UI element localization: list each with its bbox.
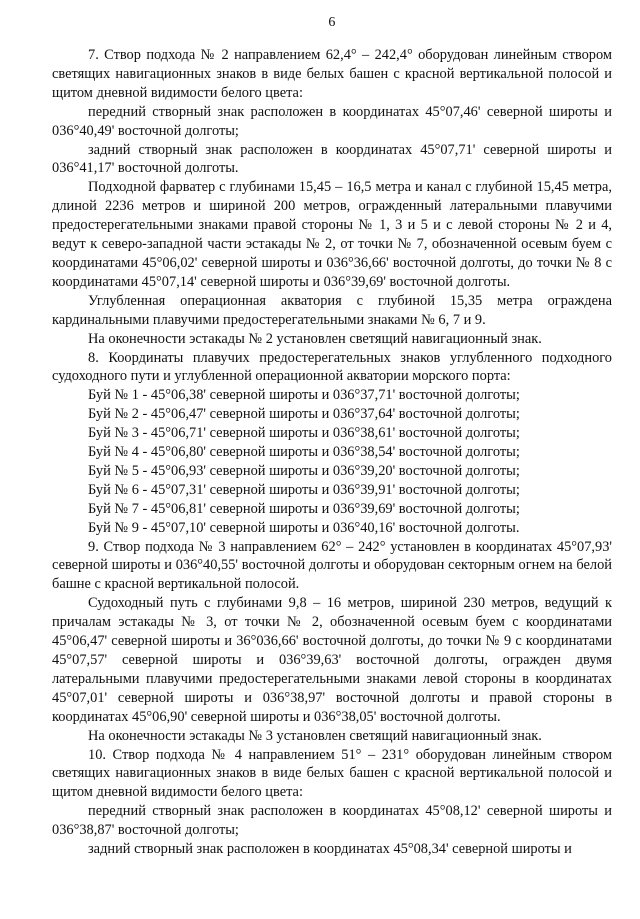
paragraph-7: 7. Створ подхода № 2 направлением 62,4° – 242,4° оборудован линейным створом светящих навигационных знаков в виде белых башен с красной вертикальной полосой и щитом дневной видимости белого цвета: <box>52 47 612 101</box>
buoy-line: Буй № 9 - 45°07,10' северной широты и 036°40,16' восточной долготы. <box>88 519 520 536</box>
page-number: 6 <box>328 15 336 30</box>
paragraph-8: 8. Координаты плавучих предостерегательных знаков углубленного подходного судоходного пути и углубленной операционной акватории морского порта: <box>52 349 612 385</box>
paragraph-10-rear-sign: задний створный знак расположен в координатах 45°08,34' северной широты и <box>88 841 572 858</box>
paragraph-10-front-sign: передний створный знак расположен в координатах 45°08,12' северной широты и 036°38,87' восточной долготы; <box>52 803 612 839</box>
paragraph-9: 9. Створ подхода № 3 направлением 62° – 242° установлен в координатах 45°07,93' северной широты и 036°40,55' восточной долготы и оборудован секторным огнем на белой башне с красной вертикальной полосой. <box>52 538 612 593</box>
buoy-line: Буй № 2 - 45°06,47' северной широты и 036°37,64' восточной долготы; <box>88 406 520 423</box>
paragraph-10: 10. Створ подхода № 4 направлением 51° – 231° оборудован линейным створом светящих навигационных знаков в виде белых башен с красной вертикальной полосой и щитом дневной видимости белого цвета: <box>52 746 612 801</box>
paragraph-7-sign: На оконечности эстакады № 2 установлен светящий навигационный знак. <box>88 330 542 347</box>
document-page <box>52 14 612 914</box>
buoy-line: Буй № 1 - 45°06,38' северной широты и 036°37,71' восточной долготы; <box>88 387 520 404</box>
buoy-line: Буй № 5 - 45°06,93' северной широты и 036°39,20' восточной долготы; <box>88 462 520 479</box>
buoy-line: Буй № 6 - 45°07,31' северной широты и 036°39,91' восточной долготы; <box>88 481 520 498</box>
paragraph-7-rear-sign: задний створный знак расположен в координатах 45°07,71' северной широты и 036°41,17' восточной долготы. <box>52 141 612 177</box>
paragraph-9-route: Судоходный путь с глубинами 9,8 – 16 метров, шириной 230 метров, ведущий к причалам эстакады № 3, от точки № 2, обозначенной осевым буем с координатами 45°06,47' северной широты и 36°036,66' восточной долготы, до точки № 9 с координатами 45°07,57' северной широты и 036°39,63' восточной долготы, огражден двумя латеральными плавучими предостерегательными знаками левой стороны в координатах 45°07,01' северной широты и 036°38,97' восточной долготы и правой стороны в координатах 45°06,90' северной широты и 036°38,05' восточной долготы. <box>52 595 612 725</box>
buoy-line: Буй № 4 - 45°06,80' северной широты и 036°38,54' восточной долготы; <box>88 444 520 461</box>
paragraph-7-aquatory: Углубленная операционная акватория с глубиной 15,35 метра ограждена кардинальными плавучими предостерегательными знаками № 6, 7 и 9. <box>52 292 612 328</box>
paragraph-7-fairway: Подходной фарватер с глубинами 15,45 – 16,5 метра и канал с глубиной 15,45 метра, длиной 2236 метров и шириной 200 метров, огражденный латеральными плавучими предостерегательными знаками правой стороны № 1, 3 и 5 и с левой стороны № 2 и 4, ведут к северо-западной части эстакады № 2, от точки № 7, обозначенной осевым буем с координатами 45°06,02' северной широты и 036°36,66' восточной долготы, до точки № 8 с координатами 45°07,14' северной широты и 036°39,69' восточной долготы. <box>52 179 612 290</box>
paragraph-9-sign: На оконечности эстакады № 3 установлен светящий навигационный знак. <box>88 727 542 744</box>
buoy-line: Буй № 3 - 45°06,71' северной широты и 036°38,61' восточной долготы; <box>88 425 520 442</box>
buoy-line: Буй № 7 - 45°06,81' северной широты и 036°39,69' восточной долготы; <box>88 500 520 517</box>
paragraph-7-front-sign: передний створный знак расположен в координатах 45°07,46' северной широты и 036°40,49' восточной долготы; <box>52 103 612 139</box>
